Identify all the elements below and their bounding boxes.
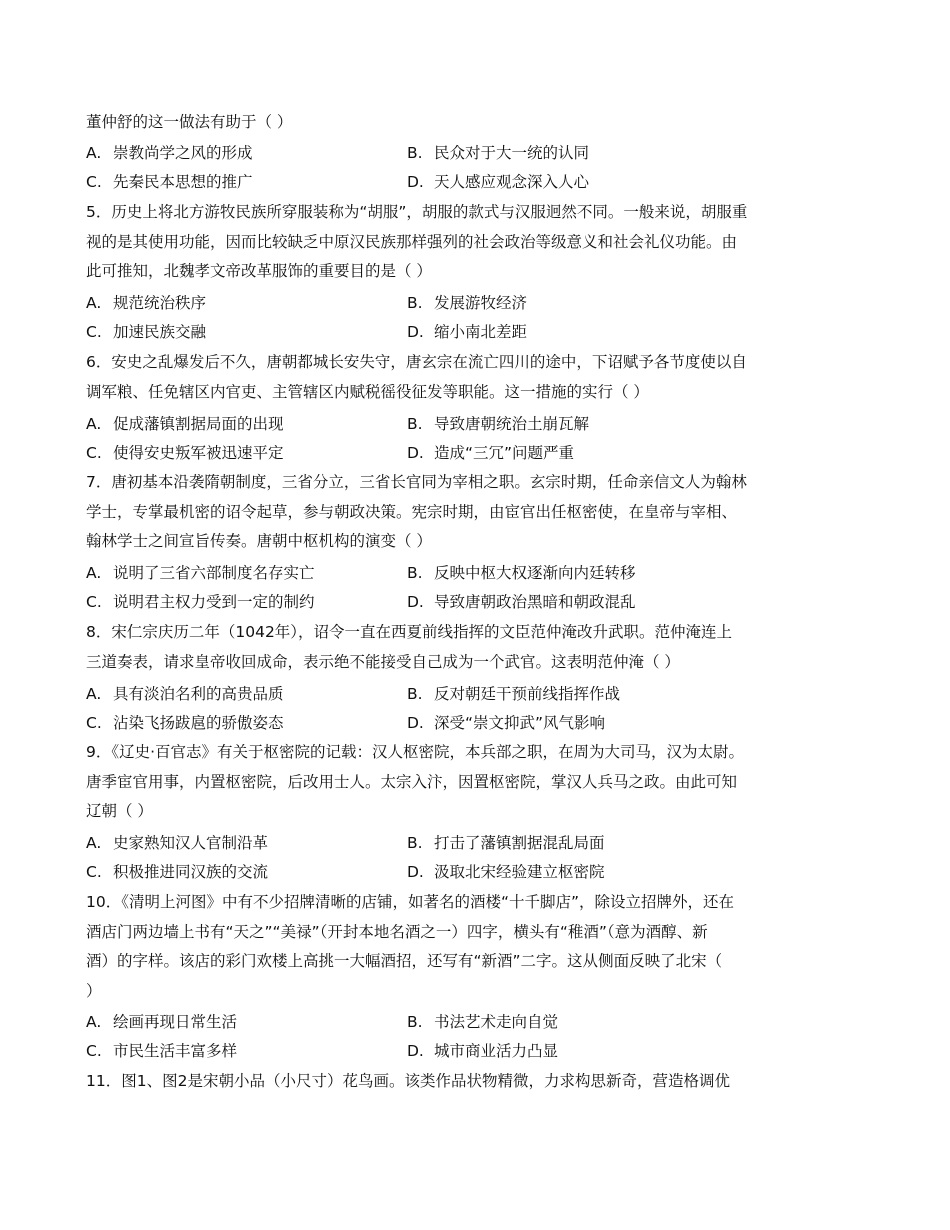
q9-option-d[interactable]: D. 汲取北宋经验建立枢密院 <box>407 863 605 881</box>
q7-option-b[interactable]: B. 反映中枢大权逐渐向内廷转移 <box>407 564 636 582</box>
q9-options-row-1 <box>86 833 826 853</box>
q4-options-row-2 <box>86 172 826 192</box>
q4-option-a[interactable]: A. 崇教尚学之风的形成 <box>86 144 253 162</box>
question-5-line-2: 视的是其使用功能，因而比较缺乏中原汉民族那样强列的社会政治等级意义和社会礼仪功能。由 <box>86 233 738 251</box>
question-7-line-1: 7．唐初基本沿袭隋朝制度，三省分立，三省长官同为宰相之职。玄宗时期，任命亲信文人为翰林 <box>86 473 747 491</box>
question-5-line-3: 此可推知，北魏孝文帝改革服饰的重要目的是（ ） <box>86 262 432 280</box>
q6-option-d[interactable]: D. 造成“三冗”问题严重 <box>407 444 575 462</box>
question-11-line-1: 11．图1、图2是宋朝小品（小尺寸）花鸟画。该类作品状物精微，力求构思新奇，营造格调优 <box>86 1072 730 1090</box>
q8-option-b[interactable]: B. 反对朝廷干预前线指挥作战 <box>407 685 621 703</box>
question-7-line-2: 学士，专掌最机密的诏令起草，参与朝政决策。宪宗时期，由宦官出任枢密使，在皇帝与宰相、 <box>86 503 738 521</box>
q8-option-a[interactable]: A. 具有淡泊名利的高贵品质 <box>86 685 284 703</box>
question-9-line-3: 辽朝（ ） <box>86 802 153 820</box>
q6-option-a[interactable]: A. 促成藩镇割据局面的出现 <box>86 415 284 433</box>
q7-options-row-2 <box>86 592 826 612</box>
question-8-line-1: 8．宋仁宗庆历二年（1042年），诏令一直在西夏前线指挥的文臣范仲淹改升武职。范仲淹连上 <box>86 623 733 641</box>
q10-option-d[interactable]: D. 城市商业活力凸显 <box>407 1042 559 1060</box>
q5-options-row-1 <box>86 293 826 313</box>
q9-options-row-2 <box>86 862 826 882</box>
question-9-line-2: 唐季宦官用事，内置枢密院，后改用士人。太宗入汴，因置枢密院，掌汉人兵马之政。由此可知 <box>86 773 738 791</box>
question-6-line-1: 6．安史之乱爆发后不久，唐朝都城长安失守，唐玄宗在流亡四川的途中，下诏赋予各节度使以自 <box>86 353 747 371</box>
q10-options-row-2 <box>86 1041 826 1061</box>
q4-option-b[interactable]: B. 民众对于大一统的认同 <box>407 144 590 162</box>
q5-option-c[interactable]: C. 加速民族交融 <box>86 323 207 341</box>
q10-option-a[interactable]: A. 绘画再现日常生活 <box>86 1013 238 1031</box>
q7-option-c[interactable]: C. 说明君主权力受到一定的制约 <box>86 593 315 611</box>
question-5-line-1: 5．历史上将北方游牧民族所穿服装称为“胡服”，胡服的款式与汉服迥然不同。一般来说，胡服重 <box>86 203 748 221</box>
q7-option-a[interactable]: A. 说明了三省六部制度名存实亡 <box>86 564 315 582</box>
q5-options-row-2 <box>86 322 826 342</box>
q4-options-row-1 <box>86 143 826 163</box>
q6-option-b[interactable]: B. 导致唐朝统治土崩瓦解 <box>407 415 590 433</box>
question-10-line-3: 酒）的字样。该店的彩门欢楼上高挑一大幅酒招，还写有“新酒”二字。这从侧面反映了北宋（ <box>86 952 723 970</box>
question-9-line-1: 9．《辽史·百官志》有关于枢密院的记载：汉人枢密院，本兵部之职，在周为大司马，汉为太尉。 <box>86 743 745 761</box>
question-8-line-2: 三道奏表，请求皇帝收回成命，表示绝不能接受自己成为一个武官。这表明范仲淹（ ） <box>86 653 680 671</box>
q5-option-b[interactable]: B. 发展游牧经济 <box>407 294 528 312</box>
q9-option-c[interactable]: C. 积极推进同汉族的交流 <box>86 863 269 881</box>
q6-options-row-2 <box>86 443 826 463</box>
question-10-line-2: 酒店门两边墙上书有“天之”“美禄”（开封本地名酒之一）四字，横头有“稚酒”（意为酒醇、新 <box>86 923 708 941</box>
q7-option-d[interactable]: D. 导致唐朝政治黑暗和朝政混乱 <box>407 593 636 611</box>
q10-option-b[interactable]: B. 书法艺术走向自觉 <box>407 1013 559 1031</box>
q5-option-d[interactable]: D. 缩小南北差距 <box>407 323 528 341</box>
question-7-line-3: 翰林学士之间宣旨传奏。唐朝中枢机构的演变（ ） <box>86 532 432 550</box>
question-6-line-2: 调军粮、任免辖区内官吏、主管辖区内赋税徭役征发等职能。这一措施的实行（ ） <box>86 383 649 401</box>
q8-options-row-2 <box>86 713 826 733</box>
q10-option-c[interactable]: C. 市民生活丰富多样 <box>86 1042 238 1060</box>
q8-option-c[interactable]: C. 沾染飞扬跋扈的骄傲姿态 <box>86 714 284 732</box>
question-4-tail: 董仲舒的这一做法有助于（ ） <box>86 113 293 131</box>
q10-options-row-1 <box>86 1012 826 1032</box>
q8-options-row-1 <box>86 684 826 704</box>
q5-option-a[interactable]: A. 规范统治秩序 <box>86 294 207 312</box>
q4-option-c[interactable]: C. 先秦民本思想的推广 <box>86 173 253 191</box>
q6-options-row-1 <box>86 414 826 434</box>
q9-option-b[interactable]: B. 打击了藩镇割据混乱局面 <box>407 834 605 852</box>
question-10-line-4: ） <box>86 982 102 1000</box>
q9-option-a[interactable]: A. 史家熟知汉人官制沿革 <box>86 834 269 852</box>
question-10-line-1: 10．《清明上河图》中有不少招牌清晰的店铺，如著名的酒楼“十千脚店”，除设立招牌外，还在 <box>86 893 735 911</box>
q8-option-d[interactable]: D. 深受“崇文抑武”风气影响 <box>407 714 606 732</box>
q7-options-row-1 <box>86 563 826 583</box>
q6-option-c[interactable]: C. 使得安史叛军被迅速平定 <box>86 444 284 462</box>
q4-option-d[interactable]: D. 天人感应观念深入人心 <box>407 173 590 191</box>
